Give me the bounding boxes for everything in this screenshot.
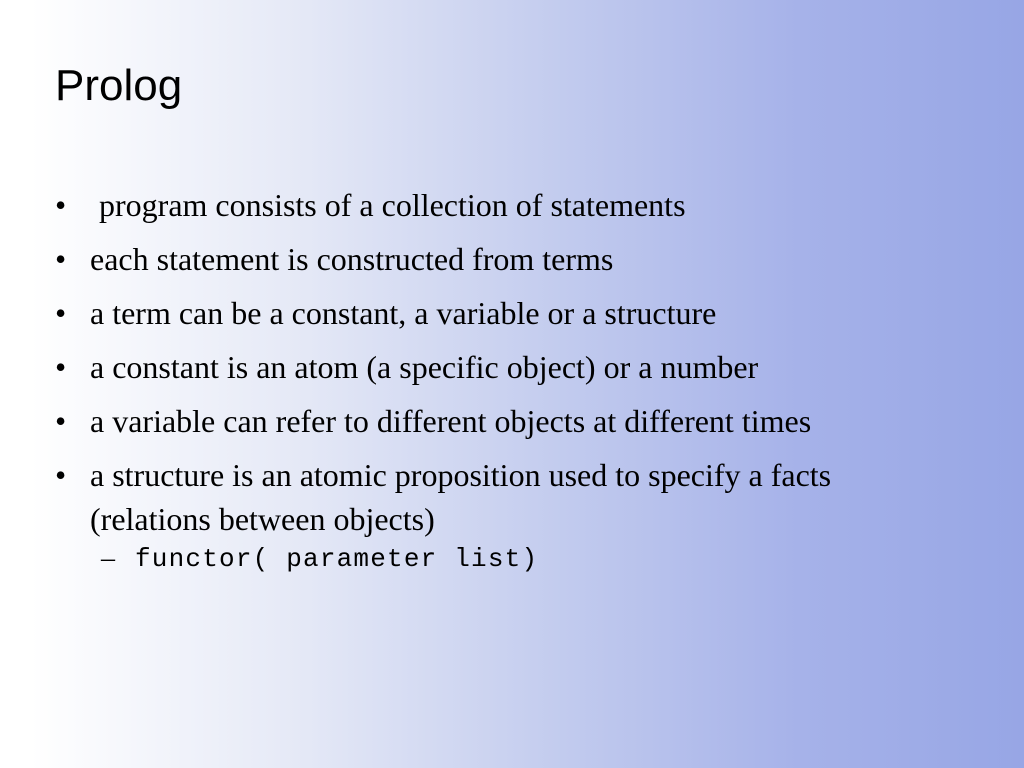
bullet-text: a term can be a constant, a variable or a structure [90,295,717,331]
bullet-item [55,399,955,443]
bullet-item [55,183,955,227]
bullet-dot-icon: • [55,457,67,493]
sub-bullet-item [55,537,955,581]
bullet-item [55,237,955,281]
bullet-list [55,183,955,581]
bullet-dot-icon: • [55,403,67,439]
bullet-item [55,291,955,335]
bullet-text: a constant is an atom (a specific object) or a number [90,349,759,385]
bullet-dot-icon: • [55,241,67,277]
slide-title: Prolog [55,61,183,110]
bullet-item [55,345,955,389]
bullet-dot-icon: • [55,349,67,385]
bullet-text: program consists of a collection of statements [99,187,686,223]
bullet-text: each statement is constructed from terms [90,241,614,277]
dash-icon: – [101,543,117,574]
bullet-dot-icon: • [55,295,67,331]
bullet-dot-icon: • [55,187,67,223]
bullet-item [55,453,955,541]
bullet-text: a variable can refer to different objects at different times [90,403,812,439]
bullet-text: a structure is an atomic proposition used to specify a facts (relations between objects) [90,457,832,537]
sub-bullet-text: functor( parameter list) [135,544,539,574]
